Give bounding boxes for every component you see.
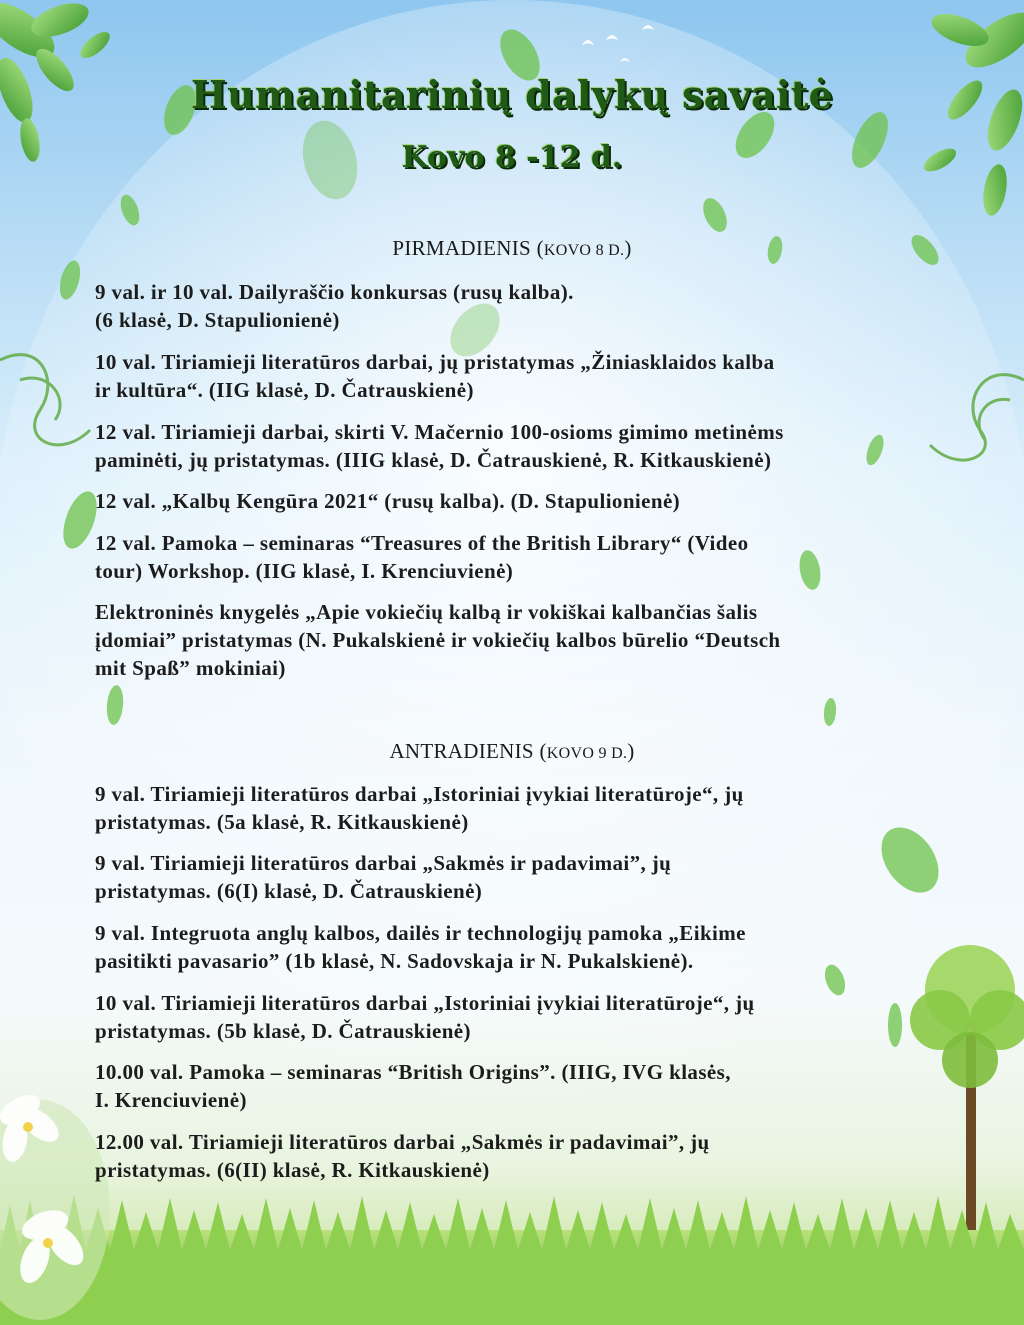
page-title: Humanitarinių dalykų savaitė	[190, 72, 834, 117]
schedule-entry: 9 val. Integruota anglų kalbos, dailės ir technologijų pamoka „Eikime pasitikti pavasario” (1b klasė, N. Sadovskaja ir N. Pukalskienė).	[95, 921, 746, 973]
day-date: KOVO 9 D.	[546, 745, 628, 762]
day-heading-monday: PIRMADIENIS (KOVO 8 D.)	[392, 236, 632, 260]
schedule-entry: 10 val. Tiriamieji literatūros darbai, jų pristatymas „Žiniasklaidos kalba ir kultūra“. (IIG klasė, D. Čatrauskienė)	[95, 350, 775, 402]
day-heading-tuesday: ANTRADIENIS (KOVO 9 D.)	[389, 739, 635, 763]
schedule-entry: 12 val. Pamoka – seminaras “Treasures of the British Library“ (Video tour) Workshop. (IIG klasė, I. Krenciuvienė)	[95, 531, 749, 583]
schedule-entry: 9 val. ir 10 val. Dailyraščio konkursas (rusų kalba). (6 klasė, D. Stapulionienė)	[95, 280, 574, 332]
schedule-entry: 10.00 val. Pamoka – seminaras “British Origins”. (IIIG, IVG klasės, I. Krenciuvienė)	[95, 1060, 731, 1112]
schedule-entry: 12 val. Tiriamieji darbai, skirti V. Mačernio 100-osioms gimimo metinėms paminėti, jų pristatymas. (IIIG klasė, D. Čatrauskienė, R. Kitkauskienė)	[95, 420, 784, 472]
schedule-entry: 9 val. Tiriamieji literatūros darbai „Istoriniai įvykiai literatūroje“, jų pristatymas. (5a klasė, R. Kitkauskienė)	[95, 782, 744, 834]
day-name: ANTRADIENIS	[389, 739, 534, 763]
day-name: PIRMADIENIS	[392, 236, 531, 260]
day-date: KOVO 8 D.	[543, 242, 625, 259]
schedule-entry: 10 val. Tiriamieji literatūros darbai „Istoriniai įvykiai literatūroje“, jų pristatymas. (5b klasė, D. Čatrauskienė)	[95, 991, 755, 1043]
date-range-subtitle: Kovo 8 -12 d.	[401, 140, 623, 175]
schedule-entry: 12.00 val. Tiriamieji literatūros darbai „Sakmės ir padavimai”, jų pristatymas. (6(II) klasė, R. Kitkauskienė)	[95, 1130, 710, 1182]
schedule-entry: Elektroninės knygelės „Apie vokiečių kalbą ir vokiškai kalbančias šalis įdomiai” pristatymas (N. Pukalskienė ir vokiečių kalbos būrelio “Deutsch mit Spaß” mokiniai)	[95, 600, 781, 680]
schedule-entry: 12 val. „Kalbų Kengūra 2021“ (rusų kalba). (D. Stapulionienė)	[95, 489, 681, 513]
schedule-entry: 9 val. Tiriamieji literatūros darbai „Sakmės ir padavimai”, jų pristatymas. (6(I) klasė, D. Čatrauskienė)	[95, 851, 672, 903]
